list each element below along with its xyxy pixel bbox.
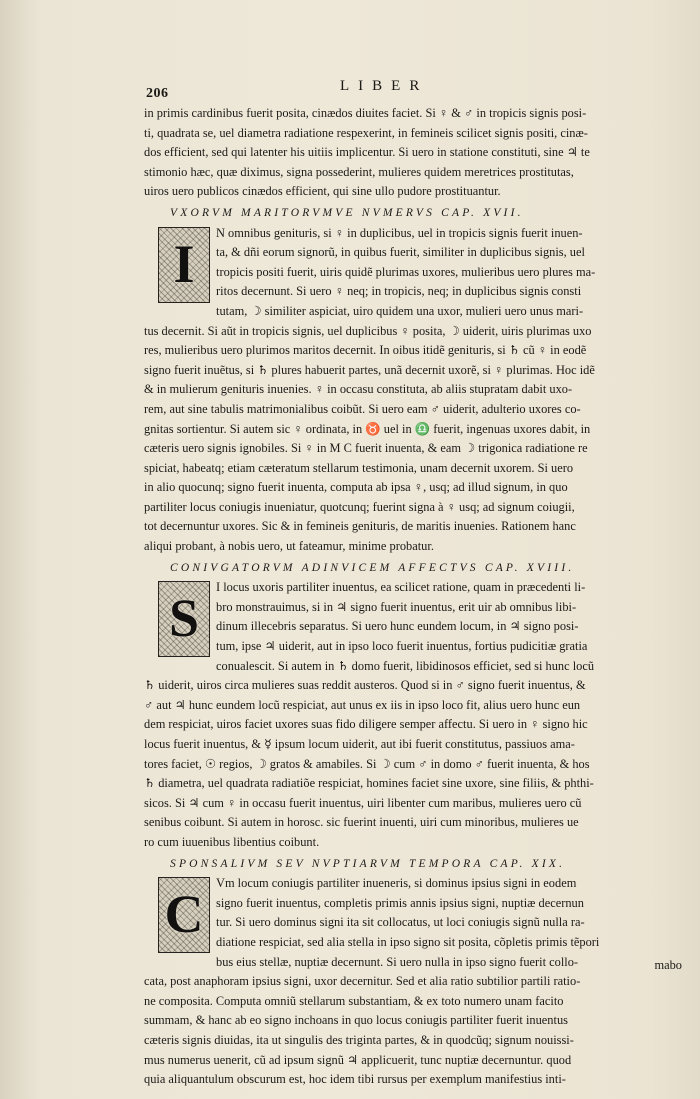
text-line: & in mulierum genituris inuenies. ♀ in occasu constituta, ab aliis stupratam dabit uxo- xyxy=(144,382,573,397)
text-line: stimonio hæc, quæ diximus, signa possederint, mulieres quidem meretrices prostitutas, xyxy=(144,164,574,179)
text-line: dem respiciat, uiros faciet uxores suas fido diligere semper affectu. Si uero in ♀ signo hic xyxy=(144,717,588,732)
text-line: quia aliquantulum obscurum est, hoc idem tibi rursus per exemplum manifestius inti- xyxy=(144,1072,566,1087)
text-line: aliqui probant, à nobis uero, ut fateamur, minime probatur. xyxy=(144,539,434,554)
text-line: dinum illecebris separatus. Si uero hunc eundem locum, in ♃ signo posi- xyxy=(216,619,579,634)
text-line: in alio quocunq; signo fuerit inuenta, computa ab ipsa ♀, usq; ad illud signum, in quo xyxy=(144,480,568,495)
text-line: tutam, ☽ similiter aspiciat, uiro quidem una uxor, mulieri uero unus mari- xyxy=(216,303,584,318)
text-line: gnitas sortientur. Si autem sic ♀ ordinata, in ♉ uel in ♎ fuerit, ingenuas uxores dabit, in xyxy=(144,421,591,436)
text-line: ta, & dñi eorum signorũ, in quibus fuerit, similiter in duplicibus signis, uel xyxy=(216,245,585,260)
chapter-17 xyxy=(144,204,684,557)
text-line: partiliter locus coniugis inueniatur, quotcunq; fuerint signa à ♀ usq; ad signum coiugii, xyxy=(144,499,575,514)
text-block xyxy=(144,104,684,1090)
text-line: dos efficient, sed qui latenter his uitiis implicentur. Si uero in statione constituti, sine ♃ te xyxy=(144,145,590,160)
text-line: ro cum iuuenibus libentius coibunt. xyxy=(144,834,320,849)
text-line: tur. Si uero dominus signi ita sit collocatus, ut loci coniugis signũ nulla ra- xyxy=(216,915,585,930)
text-line: ♄ uiderit, uiros circa mulieres suas reddit austeros. Quod si in ♂ signo fuerit inuentus, & xyxy=(144,678,586,693)
initial-letter: S xyxy=(168,588,200,649)
text-line: summam, & hanc ab eo signo inchoans in quo locus coniugis partiliter fuerit inuentus xyxy=(144,1013,568,1028)
chapter-heading: SPONSALIVM SEV NVPTIARVM TEMPORA CAP. XIX. xyxy=(170,857,566,870)
catchword: mabo xyxy=(654,958,682,972)
text-line: ti, quadrata se, uel diametra radiatione respexerint, in femineis scilicet signis positi, cinæ- xyxy=(144,125,588,140)
text-line: bro monstrauimus, si in ♃ signo fuerit inuentus, erit uir ab omnibus libi- xyxy=(216,599,577,614)
intro-paragraph xyxy=(144,104,684,202)
chapter-heading: VXORVM MARITORVMVE NVMERVS CAP. XVII. xyxy=(170,206,524,219)
text-line: Vm locum coniugis partiliter inueneris, si dominus ipsius signi in eodem xyxy=(216,876,577,891)
initial-letter: I xyxy=(173,233,195,294)
text-line: rem, aut sine tabulis matrimonialibus coibũt. Si uero eam ♂ uiderit, adulterio uxores co- xyxy=(144,401,581,416)
text-line: sicos. Si ♃ cum ♀ in occasu fuerit inuentus, uiri libenter cum maribus, mulieres uero cũ xyxy=(144,795,582,810)
chapter-heading: CONIVGATORVM ADINVICEM AFFECTVS CAP. XVIII. xyxy=(170,561,575,574)
chapter-19 xyxy=(144,855,684,1090)
text-line: diatione respiciat, sed alia stella in ipso signo sit posita, cõpletis primis tẽpori xyxy=(216,934,600,949)
page-number: 206 xyxy=(146,86,169,101)
text-line: in primis cardinibus fuerit posita, cinædos diuites faciet. Si ♀ & ♂ in tropicis signis posi- xyxy=(144,106,587,120)
text-line: bus eius stellæ, nuptiæ decernunt. Si uero nulla in ipso signo fuerit collo- xyxy=(216,954,579,969)
chapter-18 xyxy=(144,559,684,853)
text-line: I locus uxoris partiliter inuentus, ea scilicet ratione, quam in præcedenti li- xyxy=(216,580,586,595)
text-line: cæteris uero signis ignobiles. Si ♀ in M C fuerit inuenta, & eam ☽ trigonica radiatione re xyxy=(144,441,588,456)
text-line: ♂ aut ♃ hunc eundem locũ respiciat, aut unus ex iis in ipso loco fit, alius uero hunc eun xyxy=(144,697,581,712)
decorated-initial xyxy=(158,877,210,953)
text-line: N omnibus genituris, si ♀ in duplicibus, uel in tropicis signis fuerit inuen- xyxy=(216,225,583,240)
decorated-initial xyxy=(158,581,210,657)
text-line: ♄ diametra, uel quadrata radiatiõe respiciat, homines faciet sine uxore, sine filiis, & phthi- xyxy=(144,776,594,791)
text-line: spiciat, habeatq; etiam cæteratum stellarum testimonia, unam decernit uxorem. Si uero xyxy=(144,460,574,475)
text-line: signo fuerit inuẽtus, si ♄ plures habuerit partes, unã decernit uxorẽ, si ♀ plurimas. Hoc idẽ xyxy=(144,362,595,377)
text-line: cæteris signis diuidas, ita ut singulis des triginta partes, & in quodcũq; signum nouissi- xyxy=(144,1032,574,1047)
text-line: res, mulieribus uero plurimos maritos decernit. In oibus itidẽ genituris, si ♄ cũ ♀ in eodẽ xyxy=(144,343,587,358)
text-line: tores faciet, ☉ regios, ☽ gratos & amabiles. Si ☽ cum ♂ in domo ♂ fuerit inuenta, & hos xyxy=(144,756,590,771)
decorated-initial xyxy=(158,227,210,303)
text-line: senibus coibunt. Si autem in horosc. sic fuerint inuenti, uiri cum minoribus, mulieres ue xyxy=(144,815,579,830)
text-line: ne composita. Computa omniũ stellarum substantiam, & ex toto numero unam facito xyxy=(144,993,564,1008)
text-line: signo fuerit inuentus, completis primis annis ipsius signi, nuptiæ decernun xyxy=(216,895,584,910)
text-line: conualescit. Si autem in ♄ domo fuerit, libidinosos efficiet, sed si hunc locũ xyxy=(216,658,595,673)
text-line: tum, ipse ♃ uiderit, aut in ipso loco fuerit inuentus, fortius pudicitiæ gratia xyxy=(216,639,588,654)
text-line: cata, post anaphoram ipsius signi, uxor decernitur. Sed et alia ratio subtilior partili ratio- xyxy=(144,974,581,989)
text-line: mus numerus uenerit, cũ ad ipsum signũ ♃ applicuerit, tunc nuptiæ decernuntur. quod xyxy=(144,1052,572,1067)
text-line: ritos decernunt. Si uero ♀ neq; in tropicis, neq; in duplicibus signis consti xyxy=(216,284,582,299)
text-line: locus fuerit inuentus, & ☿ ipsum locum uiderit, aut ibi fuerit constitutus, passiuos ama- xyxy=(144,737,575,751)
text-line: tus decernit. Si aũt in tropicis signis, uel duplicibus ♀ posita, ☽ uiderit, uiris plurimas uxo xyxy=(144,323,592,338)
text-line: uiros uero publicos cinædos efficient, qui sine ullo pudore prostituantur. xyxy=(144,184,501,199)
text-line: tropicis positi fuerit, uiris quidẽ plurimas uxores, mulieribus uero plures ma- xyxy=(216,264,596,279)
initial-letter: C xyxy=(164,884,204,945)
text-line: tot decernuntur uxores. Sic & in femineis genituris, de maritis inuenies. Rationem hanc xyxy=(144,519,576,534)
running-head: LIBER xyxy=(340,78,429,94)
